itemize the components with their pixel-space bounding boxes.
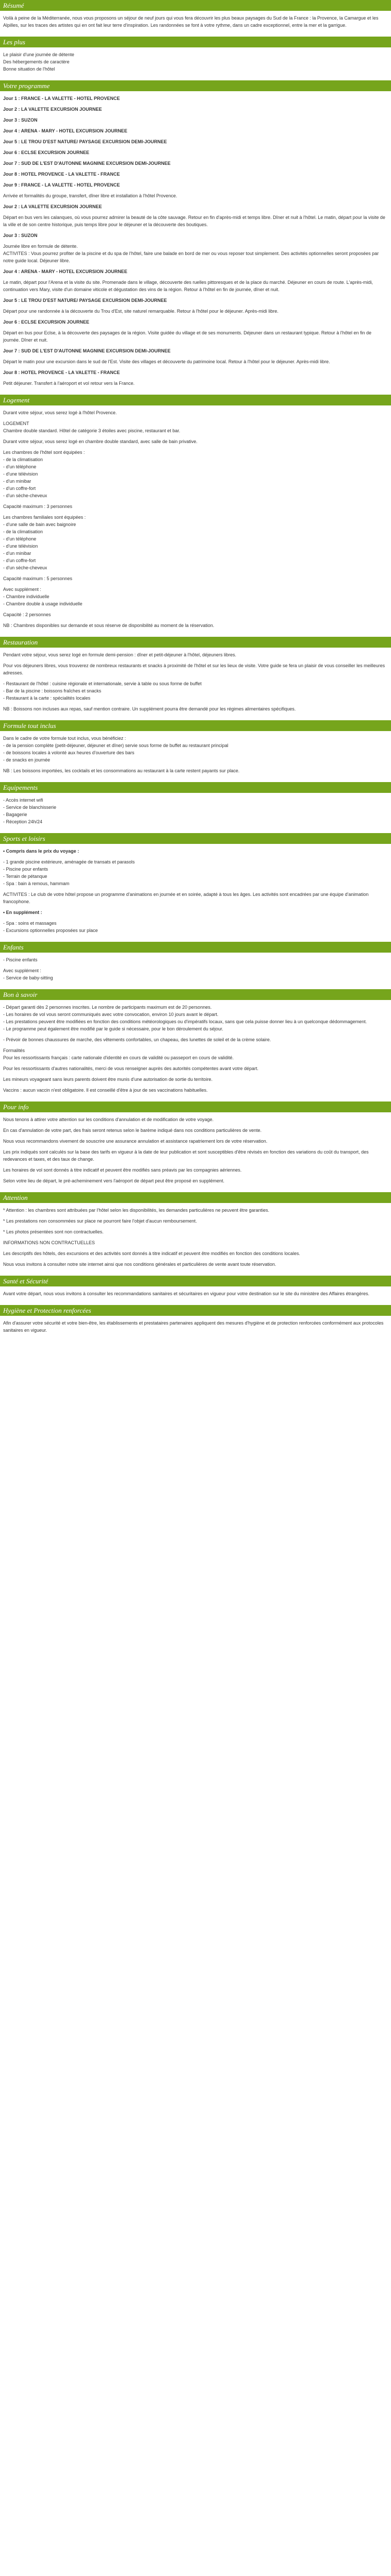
section-paragraph: Jour 1 : FRANCE - LA VALETTE - HOTEL PROVENCE xyxy=(3,96,120,101)
section-8 xyxy=(0,942,391,989)
section-paragraph: - 1 grande piscine extérieure, aménagée de transats et parasols - Piscine pour enfants - Terrain de pétanque - Spa : bain à remous, hammam xyxy=(3,859,135,886)
section-paragraph: Arrivée et formalités du groupe, transfert, dîner libre et installation à l'hôtel Provence. xyxy=(3,193,177,198)
section-paragraph: • Compris dans le prix du voyage : xyxy=(3,849,79,854)
section-paragraph: Les chambres de l'hôtel sont équipées : - de la climatisation - d'un téléphone - d'une télévision - d'un minibar - d'un coffre-fort - d'un sèche-cheveux xyxy=(3,450,85,498)
section-paragraph: Capacité maximum : 3 personnes xyxy=(3,504,73,509)
section-paragraph: Les chambres familiales sont équipées : - d'une salle de bain avec baignoire - de la climatisation - d'un téléphone - d'une télévision - d'un minibar - d'un coffre-fort - d'un sèche-cheveux xyxy=(3,515,86,570)
section-paragraph: - Restaurant de l'hôtel : cuisine régionale et internationale, servie à table ou sous forme de buffet - Bar de la piscine : boissons fraîches et snacks - Restaurant à la carte : spécialités locales xyxy=(3,681,202,701)
section-7 xyxy=(0,833,391,942)
section-paragraph: Vaccins : aucun vaccin n'est obligatoire. Il est conseillé d'être à jour de ses vaccinations habituelles. xyxy=(3,1088,208,1093)
section-title: Sports et loisirs xyxy=(0,833,391,844)
section-paragraph: Jour 5 : LE TROU D'EST NATURE/ PAYSAGE EXCURSION DEMI-JOURNEE xyxy=(3,139,167,144)
section-paragraph: Journée libre en formule de détente. ACTIVITES : Vous pourrez profiter de la piscine et du spa de l'hôtel, faire une balade en bord de mer ou vous reposer tout simplement. Des activités optionnelles seront proposées par notre guide local. Déjeuner libre. xyxy=(3,244,379,263)
section-paragraph: * Les prestations non consommées sur place ne pourront faire l'objet d'aucun remboursement. xyxy=(3,1218,197,1224)
section-paragraph: Pour les ressortissants d'autres nationalités, merci de vous renseigner auprès des autorités compétentes avant votre départ. xyxy=(3,1066,258,1071)
section-title: Logement xyxy=(0,395,391,405)
section-paragraph: - Départ garanti dès 2 personnes inscrites. Le nombre de participants maximum est de 20 personnes. - Les horaires de vol vous seront communiqués avec votre convocation, environ 10 jours avant le départ. - Les prestations peuvent être modifiées en fonction des conditions météorologiques ou d'impératifs locaux, sans que cela puisse donner lieu à un quelconque dédommagement. - Le programme peut également être modifié par le guide si nécessaire, pour le bon déroulement du séjour. xyxy=(3,1005,367,1031)
section-paragraph: Selon votre lieu de départ, le pré-acheminement vers l'aéroport de départ peut être proposé en supplément. xyxy=(3,1178,224,1183)
section-paragraph: - Spa : soins et massages - Excursions optionnelles proposées sur place xyxy=(3,921,98,933)
section-title: Bon à savoir xyxy=(0,989,391,1000)
section-paragraph: Les prix indiqués sont calculés sur la base des tarifs en vigueur à la date de leur publication et sont susceptibles d'être révisés en fonction des variations du coût du transport, des redevances et taxes, et des taux de change. xyxy=(3,1149,369,1162)
section-paragraph: Jour 2 : LA VALETTE EXCURSION JOURNEE xyxy=(3,204,102,209)
section-paragraph: Nous tenons à attirer votre attention sur les conditions d'annulation et de modification de votre voyage. xyxy=(3,1117,214,1122)
section-paragraph: Formalités Pour les ressortissants français : carte nationale d'identité en cours de validité ou passeport en cours de validité. xyxy=(3,1048,234,1060)
section-paragraph: Pour vos déjeuners libres, vous trouverez de nombreux restaurants et snacks à proximité de l'hôtel et sur les lieux de visite. Votre guide se fera un plaisir de vous conseiller les meilleures adresses. xyxy=(3,663,385,675)
section-paragraph: Jour 4 : ARENA - MARY - HOTEL EXCURSION JOURNEE xyxy=(3,269,127,274)
section-paragraph: Voilà à peine de la Méditerranée, nous vous proposons un séjour de neuf jours qui vous fera découvrir les plus beaux paysages du Sud de la France : la Provence, la Camargue et les Alpilles, sur les traces des artistes qui en ont fait leur terre d'inspiration. Les randonnées se font à votre rythme, dans un cadre exceptionnel, entre la mer et la garrigue. xyxy=(3,15,379,28)
section-5 xyxy=(0,720,391,782)
section-paragraph: Afin d'assurer votre sécurité et votre bien-être, les établissements et prestataires partenaires appliquent des mesures d'hygiène et de protection renforcées conformément aux protocoles sanitaires en vigueur. xyxy=(3,1320,384,1333)
section-title: Formule tout inclus xyxy=(0,720,391,731)
section-title: Votre programme xyxy=(0,80,391,91)
section-paragraph: Départ le matin pour une excursion dans le sud de l'Est. Visite des villages et découverte du patrimoine local. Retour à l'hôtel pour le déjeuner. Après-midi libre. xyxy=(3,359,330,364)
section-title: Hygiène et Protection renforcées xyxy=(0,1305,391,1316)
section-paragraph: LOGEMENT Chambre double standard. Hôtel de catégorie 3 étoiles avec piscine, restaurant et bar. xyxy=(3,421,181,433)
section-paragraph: Départ en bus vers les calanques, où vous pourrez admirer la beauté de la côte sauvage. Retour en fin d'après-midi et temps libre. Dîner et nuit à l'hôtel. Le matin, départ pour la visite de la ville et de son centre historique, puis temps libre pour le déjeuner et la découverte des boutiques. xyxy=(3,215,385,227)
section-title: Pour info xyxy=(0,1101,391,1112)
section-paragraph: Jour 3 : SUZON xyxy=(3,233,38,238)
section-paragraph: Jour 2 : LA VALETTE EXCURSION JOURNEE xyxy=(3,107,102,112)
section-paragraph: * Attention : les chambres sont attribuées par l'hôtel selon les disponibilités, les demandes particulières ne peuvent être garanties. xyxy=(3,1208,270,1213)
section-paragraph: Jour 6 : ECLSE EXCURSION JOURNEE xyxy=(3,319,90,325)
section-2 xyxy=(0,80,391,395)
section-paragraph: NB : Boissons non incluses aux repas, sauf mention contraire. Un supplément pourra être demandé pour les régimes alimentaires spécifiques. xyxy=(3,706,296,711)
section-paragraph: Départ en bus pour Eclse, à la découverte des paysages de la région. Visite guidée du village et de ses monuments. Déjeuner dans un restaurant typique. Retour à l'hôtel en fin de journée. Dîner et nuit. xyxy=(3,330,371,343)
section-6 xyxy=(0,782,391,833)
section-paragraph: Pendant votre séjour, vous serez logé en formule demi-pension : dîner et petit-déjeuner à l'hôtel, déjeuners libres. xyxy=(3,652,236,657)
section-paragraph: Les horaires de vol sont donnés à titre indicatif et peuvent être modifiés sans préavis par les compagnies aériennes. xyxy=(3,1167,242,1173)
section-paragraph: INFORMATIONS NON CONTRACTUELLES xyxy=(3,1240,95,1245)
section-12 xyxy=(0,1276,391,1305)
section-paragraph: Jour 5 : LE TROU D'EST NATURE/ PAYSAGE EXCURSION DEMI-JOURNEE xyxy=(3,298,167,303)
section-paragraph: Les descriptifs des hôtels, des excursions et des activités sont donnés à titre indicatif et peuvent être modifiés en fonction des conditions locales. xyxy=(3,1251,300,1256)
section-title: Résumé xyxy=(0,0,391,11)
section-paragraph: Dans le cadre de votre formule tout inclus, vous bénéficiez : - de la pension complète (petit-déjeuner, déjeuner et dîner) servie sous forme de buffet au restaurant principal - de boissons locales à volonté aux heures d'ouverture des bars - de snacks en journée xyxy=(3,736,229,762)
section-3 xyxy=(0,395,391,637)
section-paragraph: - Accès internet wifi - Service de blanchisserie - Bagagerie - Réception 24h/24 xyxy=(3,798,57,824)
section-paragraph: ACTIVITES : Le club de votre hôtel propose un programme d'animations en journée et en soirée, adapté à tous les âges. Les activités sont encadrées par une équipe d'animation francophone. xyxy=(3,892,369,904)
section-paragraph: Le plaisir d'une journée de détente Des hébergements de caractère Bonne situation de l'hôtel xyxy=(3,52,74,72)
section-paragraph: NB : Les boissons importées, les cocktails et les consommations au restaurant à la carte restent payants sur place. xyxy=(3,768,240,773)
section-paragraph: - Piscine enfants xyxy=(3,957,38,962)
section-paragraph: * Les photos présentées sont non contractuelles. xyxy=(3,1229,104,1234)
section-paragraph: - Prévoir de bonnes chaussures de marche, des vêtements confortables, un chapeau, des lunettes de soleil et de la crème solaire. xyxy=(3,1037,271,1042)
section-1 xyxy=(0,37,391,80)
section-title: Restauration xyxy=(0,637,391,648)
section-title: Enfants xyxy=(0,942,391,953)
section-paragraph: Jour 8 : HOTEL PROVENCE - LA VALETTE - FRANCE xyxy=(3,172,120,177)
section-paragraph: Jour 8 : HOTEL PROVENCE - LA VALETTE - FRANCE xyxy=(3,370,120,375)
section-paragraph: Nous vous invitons à consulter notre site internet ainsi que nos conditions générales et particulières de vente avant toute réservation. xyxy=(3,1262,276,1267)
section-9 xyxy=(0,989,391,1101)
section-paragraph: Jour 6 : ECLSE EXCURSION JOURNEE xyxy=(3,150,90,155)
section-paragraph: Avec supplément : - Service de baby-sitting xyxy=(3,968,53,980)
section-paragraph: Jour 7 : SUD DE L'EST D'AUTONNE MAGNINE EXCURSION DEMI-JOURNEE xyxy=(3,161,171,166)
section-11 xyxy=(0,1192,391,1276)
section-paragraph: Jour 7 : SUD DE L'EST D'AUTONNE MAGNINE EXCURSION DEMI-JOURNEE xyxy=(3,348,171,353)
section-paragraph: Le matin, départ pour l'Arena et la visite du site. Promenade dans le village, découverte des ruelles pittoresques et de la place du marché. Déjeuner en cours de route. L'après-midi, continuation vers Mary, visite d'un domaine viticole et dégustation des vins de la région. Retour à l'hôtel en fin de journée, dîner et nuit. xyxy=(3,280,373,292)
section-title: Santé et Sécurité xyxy=(0,1276,391,1286)
section-paragraph: Jour 9 : FRANCE - LA VALETTE - HOTEL PROVENCE xyxy=(3,182,120,188)
section-paragraph: Les mineurs voyageant sans leurs parents doivent être munis d'une autorisation de sortie du territoire. xyxy=(3,1077,213,1082)
section-paragraph: Petit déjeuner. Transfert à l'aéroport et vol retour vers la France. xyxy=(3,381,135,386)
section-paragraph: Avec supplément : - Chambre individuelle - Chambre double à usage individuelle xyxy=(3,587,83,606)
section-13 xyxy=(0,1305,391,1342)
section-paragraph: Avant votre départ, nous vous invitons à consulter les recommandations sanitaires et sécuritaires en vigueur pour votre destination sur le site du ministère des Affaires étrangères. xyxy=(3,1291,370,1296)
section-paragraph: Capacité : 2 personnes xyxy=(3,612,51,617)
section-title: Attention xyxy=(0,1192,391,1203)
section-4 xyxy=(0,637,391,720)
section-0 xyxy=(0,0,391,37)
section-paragraph: NB : Chambres disponibles sur demande et sous réserve de disponibilité au moment de la réservation. xyxy=(3,623,215,628)
section-paragraph: Nous vous recommandons vivement de souscrire une assurance annulation et assistance rapatriement lors de votre réservation. xyxy=(3,1139,268,1144)
section-paragraph: En cas d'annulation de votre part, des frais seront retenus selon le barème indiqué dans nos conditions particulières de vente. xyxy=(3,1128,262,1133)
section-title: Equipements xyxy=(0,782,391,793)
section-paragraph: • En supplément : xyxy=(3,910,42,915)
section-paragraph: Durant votre séjour, vous serez logé à l'hôtel Provence. xyxy=(3,410,117,415)
section-paragraph: Capacité maximum : 5 personnes xyxy=(3,576,73,581)
section-paragraph: Durant votre séjour, vous serez logé en chambre double standard, avec salle de bain privative. xyxy=(3,439,198,444)
section-paragraph: Jour 3 : SUZON xyxy=(3,117,38,123)
section-title: Les plus xyxy=(0,37,391,47)
section-10 xyxy=(0,1101,391,1192)
section-paragraph: Départ pour une randonnée à la découverte du Trou d'Est, site naturel remarquable. Retour à l'hôtel pour le déjeuner. Après-midi libre. xyxy=(3,309,279,314)
section-paragraph: Jour 4 : ARENA - MARY - HOTEL EXCURSION JOURNEE xyxy=(3,128,127,133)
